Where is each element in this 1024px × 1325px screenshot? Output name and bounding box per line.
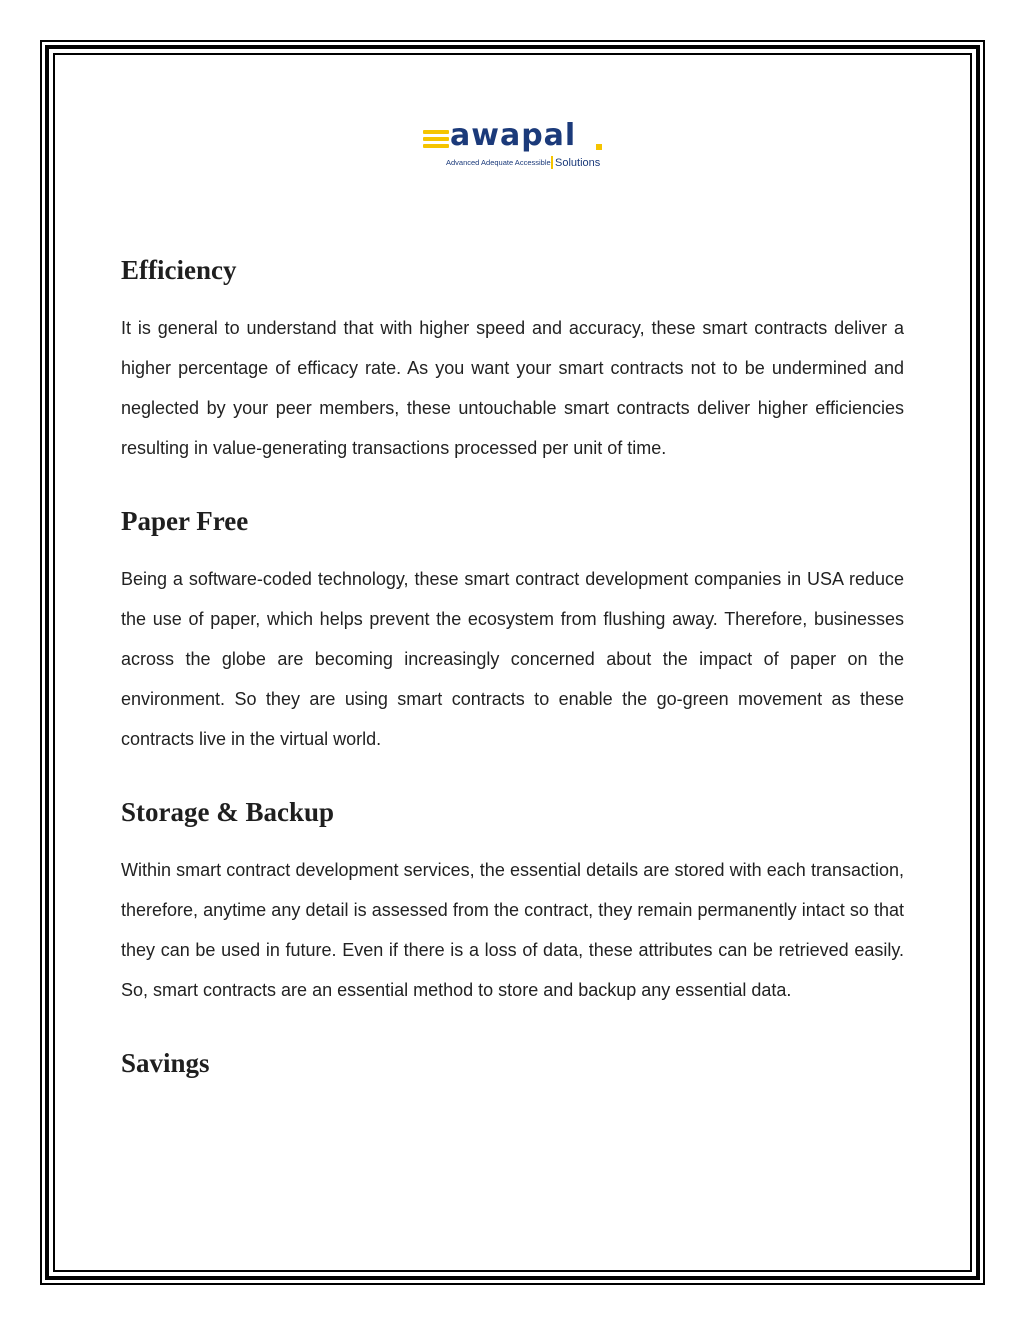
logo-dot-icon [596, 144, 602, 150]
section-savings [121, 1043, 904, 1083]
logo-bars-icon [423, 130, 449, 150]
section-heading: Efficiency [121, 255, 237, 285]
document-content [121, 250, 904, 1101]
section-heading: Paper Free [121, 506, 249, 536]
section-paper-free [121, 501, 904, 759]
section-body: Within smart contract development services, the essential details are stored with each transaction, therefore, anytime any detail is assessed from the contract, they remain permanently intact so that they can be used in future. Even if there is a loss of data, these attributes can be retrieved easily. So, smart contracts are an essential method to store and backup any essential data. [121, 860, 904, 1000]
logo-divider [551, 156, 553, 169]
section-heading: Savings [121, 1048, 210, 1078]
section-body: It is general to understand that with higher speed and accuracy, these smart contracts deliver a higher percentage of efficacy rate. As you want your smart contracts not to be undermined and neglected by your peer members, these untouchable smart contracts deliver higher efficiencies resulting in value-generating transactions processed per unit of time. [121, 318, 904, 458]
awapal-logo [420, 118, 610, 174]
logo-wordmark: awapal [450, 118, 577, 153]
section-storage-backup [121, 792, 904, 1010]
section-body: Being a software-coded technology, these smart contract development companies in USA reduce the use of paper, which helps prevent the ecosystem from flushing away. Therefore, businesses across the globe are becoming increasingly concerned about the impact of paper on the environment. So they are using smart contracts to enable the go-green movement as these contracts live in the virtual world. [121, 569, 904, 749]
section-efficiency [121, 250, 904, 468]
logo-solutions: Solutions [555, 157, 601, 169]
logo-tagline: Advanced Adequate Accessible [446, 158, 551, 167]
section-heading: Storage & Backup [121, 797, 335, 827]
